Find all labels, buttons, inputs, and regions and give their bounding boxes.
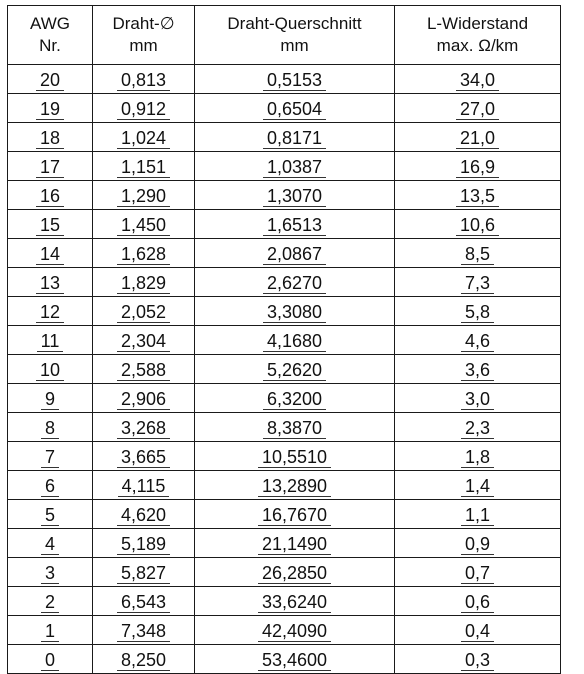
resistance-cell bbox=[395, 384, 561, 413]
diameter-cell bbox=[93, 297, 195, 326]
diameter-cell-value: 2,052 bbox=[117, 302, 170, 323]
cross-section-cell bbox=[195, 529, 395, 558]
diameter-cell bbox=[93, 616, 195, 645]
table-row bbox=[8, 645, 561, 674]
awg-cell-value: 5 bbox=[41, 505, 59, 526]
resistance-cell bbox=[395, 355, 561, 384]
diameter-cell-value: 4,620 bbox=[117, 505, 170, 526]
cross-section-cell-value: 1,0387 bbox=[263, 157, 326, 178]
resistance-cell bbox=[395, 442, 561, 471]
awg-cell bbox=[8, 500, 93, 529]
awg-cell-value: 19 bbox=[36, 99, 64, 120]
diameter-cell-value: 1,024 bbox=[117, 128, 170, 149]
diameter-cell-value: 5,189 bbox=[117, 534, 170, 555]
cross-section-cell-value: 53,4600 bbox=[258, 650, 331, 671]
table-row bbox=[8, 616, 561, 645]
awg-cell bbox=[8, 268, 93, 297]
cross-section-cell bbox=[195, 239, 395, 268]
resistance-cell bbox=[395, 181, 561, 210]
cross-section-cell bbox=[195, 297, 395, 326]
awg-cell bbox=[8, 152, 93, 181]
table-row bbox=[8, 268, 561, 297]
table-row bbox=[8, 65, 561, 94]
diameter-cell bbox=[93, 123, 195, 152]
resistance-cell-value: 0,7 bbox=[461, 563, 494, 584]
resistance-cell-value: 0,6 bbox=[461, 592, 494, 613]
awg-cell-value: 1 bbox=[41, 621, 59, 642]
awg-cell-value: 9 bbox=[41, 389, 59, 410]
diameter-cell-value: 0,813 bbox=[117, 70, 170, 91]
awg-cell bbox=[8, 384, 93, 413]
awg-cell-value: 17 bbox=[36, 157, 64, 178]
diameter-cell bbox=[93, 94, 195, 123]
awg-cell-value: 3 bbox=[41, 563, 59, 584]
cross-section-cell-value: 2,6270 bbox=[263, 273, 326, 294]
cross-section-cell bbox=[195, 500, 395, 529]
header-awg-line2: Nr. bbox=[39, 36, 61, 55]
diameter-cell bbox=[93, 268, 195, 297]
diameter-cell bbox=[93, 471, 195, 500]
diameter-cell-value: 1,290 bbox=[117, 186, 170, 207]
table-row bbox=[8, 384, 561, 413]
diameter-cell-value: 3,665 bbox=[117, 447, 170, 468]
awg-cell-value: 6 bbox=[41, 476, 59, 497]
cross-section-cell bbox=[195, 587, 395, 616]
resistance-cell bbox=[395, 94, 561, 123]
diameter-cell-value: 2,588 bbox=[117, 360, 170, 381]
awg-cell bbox=[8, 210, 93, 239]
cross-section-cell bbox=[195, 384, 395, 413]
cross-section-cell bbox=[195, 471, 395, 500]
header-cross-section-line1: Draht-Querschnitt bbox=[227, 14, 362, 33]
diameter-cell-value: 1,450 bbox=[117, 215, 170, 236]
awg-cell-value: 18 bbox=[36, 128, 64, 149]
resistance-cell bbox=[395, 558, 561, 587]
table-row bbox=[8, 471, 561, 500]
cross-section-cell-value: 13,2890 bbox=[258, 476, 331, 497]
resistance-cell bbox=[395, 500, 561, 529]
diameter-cell bbox=[93, 210, 195, 239]
header-resistance-line2: max. Ω/km bbox=[436, 36, 519, 55]
diameter-cell bbox=[93, 500, 195, 529]
awg-cell bbox=[8, 616, 93, 645]
table-header bbox=[8, 6, 561, 65]
resistance-cell-value: 10,6 bbox=[456, 215, 499, 236]
resistance-cell-value: 0,4 bbox=[461, 621, 494, 642]
table-row bbox=[8, 529, 561, 558]
resistance-cell-value: 16,9 bbox=[456, 157, 499, 178]
resistance-cell bbox=[395, 471, 561, 500]
diameter-cell-value: 1,628 bbox=[117, 244, 170, 265]
diameter-cell-value: 2,304 bbox=[117, 331, 170, 352]
awg-cell bbox=[8, 297, 93, 326]
table-row bbox=[8, 94, 561, 123]
resistance-cell bbox=[395, 65, 561, 94]
resistance-cell-value: 8,5 bbox=[461, 244, 494, 265]
table-row bbox=[8, 355, 561, 384]
awg-cell-value: 10 bbox=[36, 360, 64, 381]
resistance-cell bbox=[395, 210, 561, 239]
awg-cell-value: 16 bbox=[36, 186, 64, 207]
cross-section-cell bbox=[195, 152, 395, 181]
awg-cell bbox=[8, 471, 93, 500]
table-row bbox=[8, 413, 561, 442]
diameter-cell-value: 0,912 bbox=[117, 99, 170, 120]
diameter-cell-value: 1,829 bbox=[117, 273, 170, 294]
resistance-cell bbox=[395, 529, 561, 558]
header-cross-section-line2: mm bbox=[280, 36, 309, 55]
awg-cell bbox=[8, 413, 93, 442]
resistance-cell-value: 1,8 bbox=[461, 447, 494, 468]
awg-cell bbox=[8, 442, 93, 471]
awg-cell bbox=[8, 239, 93, 268]
header-diameter-line1: Draht-∅ bbox=[112, 14, 175, 33]
resistance-cell-value: 7,3 bbox=[461, 273, 494, 294]
resistance-cell-value: 5,8 bbox=[461, 302, 494, 323]
header-row bbox=[8, 6, 561, 65]
awg-cell-value: 13 bbox=[36, 273, 64, 294]
awg-cell-value: 20 bbox=[36, 70, 64, 91]
diameter-cell bbox=[93, 645, 195, 674]
awg-cell-value: 0 bbox=[41, 650, 59, 671]
awg-cell bbox=[8, 558, 93, 587]
cross-section-cell-value: 0,6504 bbox=[263, 99, 326, 120]
resistance-cell-value: 2,3 bbox=[461, 418, 494, 439]
cross-section-cell-value: 0,8171 bbox=[263, 128, 326, 149]
header-awg-line1: AWG bbox=[30, 14, 70, 33]
header-diameter-line2: mm bbox=[129, 36, 158, 55]
resistance-cell-value: 1,4 bbox=[461, 476, 494, 497]
resistance-cell bbox=[395, 152, 561, 181]
cross-section-cell-value: 1,6513 bbox=[263, 215, 326, 236]
diameter-cell bbox=[93, 152, 195, 181]
header-awg bbox=[8, 6, 93, 65]
table-body bbox=[8, 65, 561, 674]
awg-cell-value: 14 bbox=[36, 244, 64, 265]
cross-section-cell bbox=[195, 94, 395, 123]
resistance-cell bbox=[395, 326, 561, 355]
diameter-cell-value: 1,151 bbox=[117, 157, 170, 178]
resistance-cell bbox=[395, 616, 561, 645]
diameter-cell bbox=[93, 355, 195, 384]
cross-section-cell bbox=[195, 268, 395, 297]
awg-cell-value: 11 bbox=[37, 331, 64, 352]
table-row bbox=[8, 297, 561, 326]
cross-section-cell-value: 5,2620 bbox=[263, 360, 326, 381]
resistance-cell-value: 0,3 bbox=[461, 650, 494, 671]
diameter-cell bbox=[93, 413, 195, 442]
cross-section-cell-value: 26,2850 bbox=[258, 563, 331, 584]
awg-cell bbox=[8, 587, 93, 616]
resistance-cell bbox=[395, 123, 561, 152]
cross-section-cell bbox=[195, 65, 395, 94]
cross-section-cell bbox=[195, 442, 395, 471]
cross-section-cell-value: 33,6240 bbox=[258, 592, 331, 613]
cross-section-cell-value: 1,3070 bbox=[263, 186, 326, 207]
cross-section-cell bbox=[195, 181, 395, 210]
diameter-cell bbox=[93, 558, 195, 587]
awg-cell bbox=[8, 181, 93, 210]
cross-section-cell-value: 21,1490 bbox=[258, 534, 331, 555]
cross-section-cell bbox=[195, 645, 395, 674]
diameter-cell bbox=[93, 529, 195, 558]
diameter-cell bbox=[93, 587, 195, 616]
awg-cell-value: 8 bbox=[41, 418, 59, 439]
table-row bbox=[8, 558, 561, 587]
diameter-cell-value: 5,827 bbox=[117, 563, 170, 584]
diameter-cell bbox=[93, 239, 195, 268]
diameter-cell-value: 3,268 bbox=[117, 418, 170, 439]
cross-section-cell bbox=[195, 123, 395, 152]
awg-cell-value: 2 bbox=[41, 592, 59, 613]
diameter-cell bbox=[93, 442, 195, 471]
table-row bbox=[8, 500, 561, 529]
resistance-cell bbox=[395, 239, 561, 268]
table-row bbox=[8, 587, 561, 616]
table-row bbox=[8, 239, 561, 268]
resistance-cell bbox=[395, 645, 561, 674]
resistance-cell-value: 4,6 bbox=[461, 331, 494, 352]
resistance-cell bbox=[395, 413, 561, 442]
awg-cell bbox=[8, 355, 93, 384]
diameter-cell bbox=[93, 65, 195, 94]
resistance-cell-value: 3,0 bbox=[461, 389, 494, 410]
resistance-cell bbox=[395, 587, 561, 616]
resistance-cell-value: 21,0 bbox=[456, 128, 499, 149]
table-row bbox=[8, 210, 561, 239]
cross-section-cell-value: 42,4090 bbox=[258, 621, 331, 642]
table-row bbox=[8, 152, 561, 181]
cross-section-cell-value: 10,5510 bbox=[258, 447, 331, 468]
resistance-cell-value: 27,0 bbox=[456, 99, 499, 120]
awg-cell-value: 7 bbox=[41, 447, 59, 468]
resistance-cell-value: 1,1 bbox=[461, 505, 494, 526]
awg-cell bbox=[8, 65, 93, 94]
diameter-cell-value: 4,115 bbox=[118, 476, 170, 497]
diameter-cell-value: 6,543 bbox=[117, 592, 170, 613]
cross-section-cell-value: 2,0867 bbox=[263, 244, 326, 265]
awg-cell bbox=[8, 529, 93, 558]
cross-section-cell-value: 6,3200 bbox=[263, 389, 326, 410]
resistance-cell-value: 0,9 bbox=[461, 534, 494, 555]
diameter-cell bbox=[93, 181, 195, 210]
diameter-cell bbox=[93, 384, 195, 413]
cross-section-cell bbox=[195, 210, 395, 239]
header-resistance-line1: L-Widerstand bbox=[426, 14, 529, 33]
table-row bbox=[8, 181, 561, 210]
table-row bbox=[8, 123, 561, 152]
cross-section-cell bbox=[195, 413, 395, 442]
resistance-cell bbox=[395, 297, 561, 326]
awg-cell-value: 15 bbox=[36, 215, 64, 236]
cross-section-cell bbox=[195, 355, 395, 384]
awg-cell bbox=[8, 645, 93, 674]
diameter-cell-value: 8,250 bbox=[117, 650, 170, 671]
resistance-cell-value: 34,0 bbox=[456, 70, 499, 91]
cross-section-cell bbox=[195, 326, 395, 355]
diameter-cell-value: 2,906 bbox=[117, 389, 170, 410]
cross-section-cell-value: 3,3080 bbox=[263, 302, 326, 323]
awg-cell-value: 4 bbox=[41, 534, 59, 555]
awg-wire-table bbox=[7, 5, 561, 674]
diameter-cell bbox=[93, 326, 195, 355]
cross-section-cell bbox=[195, 616, 395, 645]
cross-section-cell-value: 8,3870 bbox=[263, 418, 326, 439]
awg-cell bbox=[8, 326, 93, 355]
header-cross-section bbox=[195, 6, 395, 65]
cross-section-cell-value: 4,1680 bbox=[263, 331, 326, 352]
cross-section-cell-value: 0,5153 bbox=[263, 70, 326, 91]
awg-cell-value: 12 bbox=[36, 302, 64, 323]
resistance-cell-value: 13,5 bbox=[456, 186, 499, 207]
awg-cell bbox=[8, 123, 93, 152]
table-row bbox=[8, 442, 561, 471]
cross-section-cell-value: 16,7670 bbox=[258, 505, 331, 526]
table-row bbox=[8, 326, 561, 355]
header-diameter bbox=[93, 6, 195, 65]
diameter-cell-value: 7,348 bbox=[117, 621, 170, 642]
awg-cell bbox=[8, 94, 93, 123]
resistance-cell-value: 3,6 bbox=[461, 360, 494, 381]
cross-section-cell bbox=[195, 558, 395, 587]
header-resistance bbox=[395, 6, 561, 65]
resistance-cell bbox=[395, 268, 561, 297]
